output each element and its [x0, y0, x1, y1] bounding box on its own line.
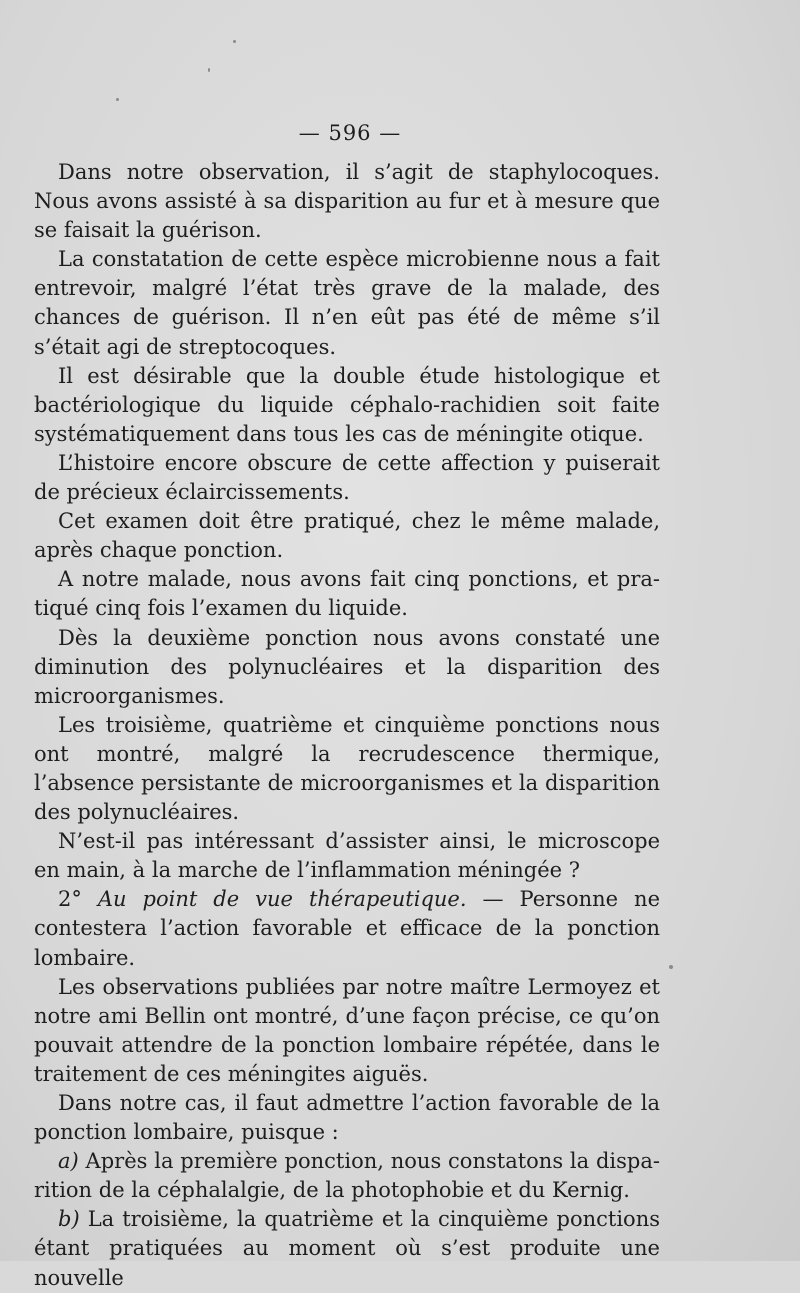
list-item-label: b) [58, 1207, 80, 1232]
section-number: 2° [58, 887, 82, 912]
paper-speck [208, 68, 210, 72]
paragraph: N’est-il pas intéressant d’assister ainsi, le microscope en main, à la marche de l’inflammation méningée ? [34, 829, 660, 883]
paragraph: Il est désirable que la double étude histologique et bactériologique du liquide céphalo-rachidien soit faite systématiquement dans tous les cas de méningite otique. [34, 363, 660, 446]
list-item [34, 1205, 660, 1292]
page-number: — 596 — [298, 121, 402, 145]
paragraph: Les observations publiées par notre maître Lermoyez et notre ami Bellin ont montré, d’une façon précise, ce qu’on pouvait attendre de la ponction lombaire répétée, dans le traitement de ces méningites aiguës. [34, 974, 660, 1086]
paragraph: Cet examen doit être pratiqué, chez le même malade, après chaque ponction. [34, 509, 660, 563]
paragraph: L’histoire encore obscure de cette affection y puiserait de précieux éclaircissements. [34, 450, 660, 505]
paragraph: Dans notre observation, il s’agit de staphylocoques. Nous avons assisté à sa disparition au fur et à mesure que se faisait la guérison. [34, 160, 660, 243]
list-item-text: Après la première ponction, nous constatons la disparition de la céphalalgie, de la photophobie et du Kernig. [34, 1149, 660, 1203]
therapeutic-paragraph [34, 885, 660, 972]
list-item-label: a) [58, 1149, 79, 1174]
list-item [34, 1147, 660, 1205]
paragraph: A notre malade, nous avons fait cinq ponctions, et pratiqué cinq fois l’examen du liquide. [34, 567, 660, 621]
paragraph: La constatation de cette espèce microbienne nous a fait entrevoir, malgré l’état très grave de la malade, des chances de guérison. Il n’en eût pas été de même s’il s’était agi de streptocoques. [34, 247, 660, 359]
section-text: — Personne ne contestera l’action favorable et efficace de la ponction lombaire. [34, 887, 661, 970]
section-heading: Au point de vue thérapeutique. [97, 887, 467, 912]
paper-speck [233, 40, 236, 43]
list-item-text: La troisième, la quatrième et la cinquième ponctions étant pratiquées au moment où s’est produite une nouvelle [34, 1207, 660, 1290]
paragraph: Dès la deuxième ponction nous avons constaté une diminution des polynucléaires et la disparition des microorganismes. [34, 625, 660, 708]
paragraph: Dans notre cas, il faut admettre l’action favorable de la ponction lombaire, puisque : [34, 1091, 660, 1145]
paper-speck [116, 98, 119, 101]
paragraph: Les troisième, quatrième et cinquième ponctions nous ont montré, malgré la recrudescence thermique, l’absence persistante de microorganismes et la disparition des polynucléaires. [34, 712, 660, 825]
body-text [34, 158, 660, 1293]
paper-speck [669, 965, 673, 969]
